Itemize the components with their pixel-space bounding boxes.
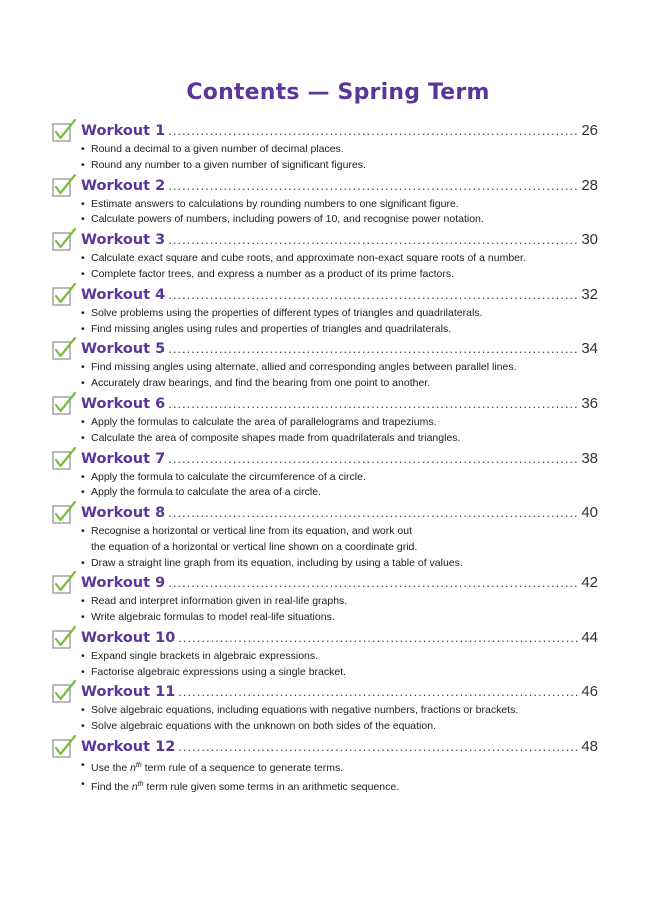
objective-item: • Find missing angles using alternate, allied and corresponding angles between parallel lines. bbox=[81, 360, 598, 376]
workout-heading[interactable] bbox=[81, 683, 598, 703]
dot-leader bbox=[168, 396, 578, 411]
workout-title: Workout 4 bbox=[81, 286, 166, 303]
page-number: 34 bbox=[581, 340, 598, 358]
workout-heading[interactable] bbox=[81, 574, 598, 594]
objective-item: • Apply the formula to calculate the area of a circle. bbox=[81, 485, 598, 501]
page-number: 42 bbox=[581, 574, 598, 592]
dot-leader bbox=[168, 123, 578, 138]
workout-entry bbox=[52, 173, 598, 228]
dot-leader bbox=[168, 178, 578, 193]
page-number: 28 bbox=[581, 176, 598, 194]
workout-entry bbox=[52, 625, 598, 680]
dot-leader bbox=[168, 232, 578, 247]
workout-entry bbox=[52, 282, 598, 337]
checkbox-tick-icon[interactable] bbox=[52, 571, 76, 595]
objective-item: • Find missing angles using rules and properties of triangles and quadrilaterals. bbox=[81, 322, 598, 338]
objective-item bbox=[81, 524, 598, 556]
objective-item: • Write algebraic formulas to model real-life situations. bbox=[81, 610, 598, 626]
workout-heading[interactable] bbox=[81, 450, 598, 470]
objective-item: • Solve problems using the properties of different types of triangles and quadrilaterals. bbox=[81, 306, 598, 322]
checkbox-tick-icon[interactable] bbox=[52, 174, 76, 198]
objective-list bbox=[81, 470, 598, 502]
objective-item: • Complete factor trees, and express a number as a product of its prime factors. bbox=[81, 267, 598, 283]
checkbox-tick-icon[interactable] bbox=[52, 283, 76, 307]
page-title: Contents — Spring Term bbox=[186, 80, 490, 105]
objective-item: • Read and interpret information given in real-life graphs. bbox=[81, 594, 598, 610]
page-number: 38 bbox=[581, 449, 598, 467]
objective-item bbox=[81, 758, 598, 777]
page-number: 26 bbox=[581, 122, 598, 139]
workout-heading[interactable] bbox=[81, 122, 598, 142]
objective-item bbox=[81, 777, 598, 796]
objective-text: Find the bbox=[91, 780, 132, 793]
page-number: 48 bbox=[581, 737, 598, 755]
checkbox-tick-icon[interactable] bbox=[52, 392, 76, 416]
objective-list bbox=[81, 703, 598, 735]
workout-heading[interactable] bbox=[81, 177, 598, 197]
page-number: 36 bbox=[581, 394, 598, 412]
objective-item: • Solve algebraic equations, including equations with negative numbers, fractions or brackets. bbox=[81, 703, 598, 719]
n-variable: n bbox=[131, 780, 138, 793]
workout-title: Workout 6 bbox=[81, 395, 166, 412]
checkbox-tick-icon[interactable] bbox=[52, 680, 76, 704]
workout-title: Workout 11 bbox=[81, 684, 176, 701]
objective-item: • Calculate the area of composite shapes made from quadrilaterals and triangles. bbox=[81, 431, 598, 447]
workout-entry bbox=[52, 227, 598, 282]
workout-title: Workout 8 bbox=[81, 505, 166, 522]
objective-list bbox=[81, 197, 598, 229]
objective-list bbox=[81, 306, 598, 338]
n-variable: n bbox=[130, 761, 136, 774]
workout-heading[interactable] bbox=[81, 738, 598, 758]
workout-title: Workout 12 bbox=[81, 738, 176, 755]
objective-list bbox=[81, 594, 598, 626]
page-number: 44 bbox=[581, 628, 598, 646]
dot-leader bbox=[168, 575, 578, 590]
workout-entry bbox=[52, 391, 598, 446]
objective-item: • Accurately draw bearings, and find the bearing from one point to another. bbox=[81, 376, 598, 392]
workout-title: Workout 5 bbox=[81, 341, 166, 358]
workout-heading[interactable] bbox=[81, 286, 598, 306]
workout-heading[interactable] bbox=[81, 340, 598, 360]
workout-title: Workout 2 bbox=[81, 177, 166, 194]
checkbox-tick-icon[interactable] bbox=[52, 626, 76, 650]
objective-item: • Apply the formulas to calculate the area of parallelograms and trapeziums. bbox=[81, 415, 598, 431]
workout-entry bbox=[52, 734, 598, 793]
page-number: 30 bbox=[581, 231, 598, 249]
dot-leader bbox=[178, 684, 578, 699]
workout-title: Workout 7 bbox=[81, 450, 166, 467]
checkbox-tick-icon[interactable] bbox=[52, 119, 76, 143]
checkbox-tick-icon[interactable] bbox=[52, 735, 76, 759]
objective-text: term rule of a sequence to generate terms. bbox=[141, 761, 344, 774]
workout-entry bbox=[52, 679, 598, 734]
checkbox-tick-icon[interactable] bbox=[52, 337, 76, 361]
superscript: th bbox=[135, 761, 142, 769]
objective-list bbox=[81, 649, 598, 681]
objective-item: • Round any number to a given number of significant figures. bbox=[81, 158, 598, 174]
objective-text: Use the bbox=[91, 761, 131, 774]
workout-entry bbox=[52, 500, 598, 570]
workout-heading[interactable] bbox=[81, 504, 598, 524]
workout-title: Workout 3 bbox=[81, 232, 166, 249]
objective-list bbox=[81, 142, 598, 174]
superscript: th bbox=[137, 780, 144, 788]
objective-item: • Calculate powers of numbers, including powers of 10, and recognise power notation. bbox=[81, 212, 598, 228]
dot-leader bbox=[178, 630, 578, 645]
objective-item: • Factorise algebraic expressions using a single bracket. bbox=[81, 665, 598, 681]
objective-item: • Calculate exact square and cube roots, and approximate non-exact square roots of a number. bbox=[81, 251, 598, 267]
workout-title: Workout 1 bbox=[81, 123, 166, 139]
checkbox-tick-icon[interactable] bbox=[52, 501, 76, 525]
page-number: 32 bbox=[581, 285, 598, 303]
workout-title: Workout 9 bbox=[81, 575, 166, 592]
checkbox-tick-icon[interactable] bbox=[52, 228, 76, 252]
workout-entry bbox=[52, 570, 598, 625]
objective-list bbox=[81, 758, 598, 796]
workout-heading[interactable] bbox=[81, 395, 598, 415]
objective-text: term rule given some terms in an arithmetic sequence. bbox=[143, 780, 400, 793]
workout-entry bbox=[52, 118, 598, 173]
objective-list bbox=[81, 360, 598, 392]
objective-list bbox=[81, 251, 598, 283]
objective-continuation: the equation of a horizontal or vertical line shown on a coordinate grid. bbox=[91, 540, 418, 553]
workout-entry bbox=[52, 336, 598, 391]
objective-item: • Solve algebraic equations with the unknown on both sides of the equation. bbox=[81, 719, 598, 735]
workout-heading[interactable] bbox=[81, 231, 598, 251]
objective-item: • Round a decimal to a given number of decimal places. bbox=[81, 142, 598, 158]
page-number: 40 bbox=[581, 504, 598, 522]
objective-item: • Apply the formula to calculate the circumference of a circle. bbox=[81, 470, 598, 486]
workout-heading[interactable] bbox=[81, 629, 598, 649]
objective-item: • Estimate answers to calculations by rounding numbers to one significant figure. bbox=[81, 197, 598, 213]
dot-leader bbox=[178, 739, 578, 754]
dot-leader bbox=[168, 341, 578, 356]
objective-list bbox=[81, 415, 598, 447]
objective-text: Recognise a horizontal or vertical line from its equation, and work out bbox=[91, 525, 412, 538]
workout-list bbox=[52, 118, 598, 793]
objective-list bbox=[81, 524, 598, 571]
checkbox-tick-icon[interactable] bbox=[52, 447, 76, 471]
objective-item: • Draw a straight line graph from its equation, including by using a table of values. bbox=[81, 556, 598, 572]
objective-item: • Expand single brackets in algebraic expressions. bbox=[81, 649, 598, 665]
dot-leader bbox=[168, 287, 578, 302]
workout-title: Workout 10 bbox=[81, 629, 176, 646]
page-number: 46 bbox=[581, 683, 598, 701]
dot-leader bbox=[168, 505, 578, 520]
workout-entry bbox=[52, 446, 598, 501]
dot-leader bbox=[168, 451, 578, 466]
